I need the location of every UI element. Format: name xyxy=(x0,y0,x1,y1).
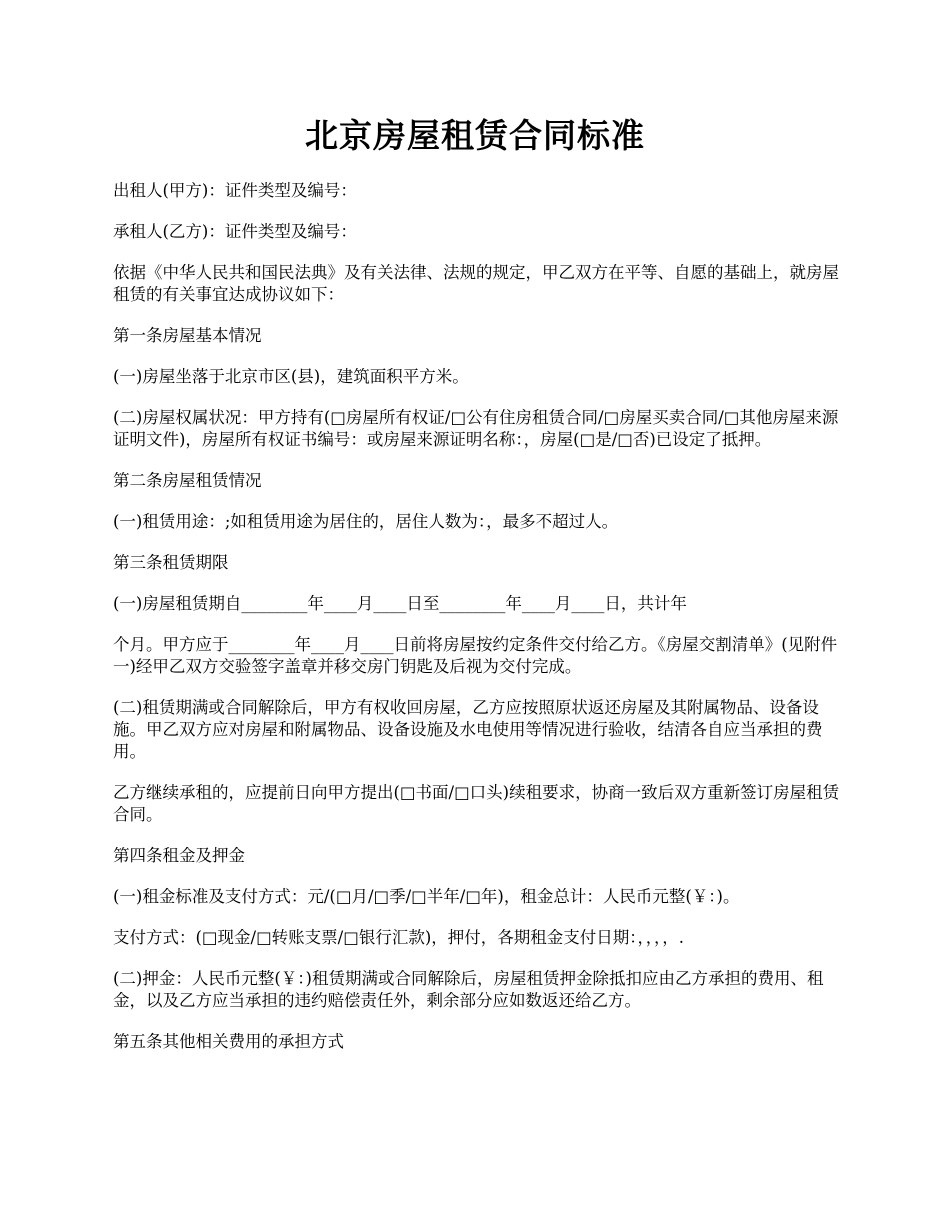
article-1-clause-2: (二)房屋权属状况：甲方持有(□房屋所有权证/□公有住房租赁合同/□房屋买卖合同/□其他房屋来源证明文件)，房屋所有权证书编号：或房屋来源证明名称：，房屋(□是/□否)已设定了抵押。 xyxy=(113,408,839,449)
article-1-heading: 第一条房屋基本情况 xyxy=(113,326,262,345)
article-2-heading: 第二条房屋租赁情况 xyxy=(113,471,262,490)
article-4-clause-2: (二)押金：人民币元整(￥：)租赁期满或合同解除后，房屋租赁押金除抵扣应由乙方承担的费用、租金，以及乙方应当承担的违约赔偿责任外，剩余部分应如数返还给乙方。 xyxy=(113,969,824,1010)
article-1-clause-1: (一)房屋坐落于北京市区(县)，建筑面积平方米。 xyxy=(113,367,469,386)
article-3-clause-1-part-2: 个月。甲方应于________年____月____日前将房屋按约定条件交付给乙方。《房屋交割清单》(见附件一)经甲乙双方交验签字盖章并移交房门钥匙及后视为交付完成。 xyxy=(113,635,838,676)
article-4-heading: 第四条租金及押金 xyxy=(113,846,245,865)
article-3-clause-2: (二)租赁期满或合同解除后，甲方有权收回房屋，乙方应按照原状返还房屋及其附属物品、设备设施。甲乙双方应对房屋和附属物品、设备设施及水电使用等情况进行验收，结清各自应当承担的费用。 xyxy=(113,698,823,761)
article-4-clause-1: (一)租金标准及支付方式：元/(□月/□季/□半年/□年)，租金总计：人民币元整(￥：)。 xyxy=(113,887,740,906)
party-a-line: 出租人(甲方)：证件类型及编号： xyxy=(113,181,357,200)
article-3-heading: 第三条租赁期限 xyxy=(113,553,229,572)
document-body xyxy=(113,180,843,1072)
preamble-paragraph: 依据《中华人民共和国民法典》及有关法律、法规的规定，甲乙双方在平等、自愿的基础上，就房屋租赁的有关事宜达成协议如下： xyxy=(113,263,839,304)
party-b-line: 承租人(乙方)：证件类型及编号： xyxy=(113,222,357,241)
article-4-payment-method: 支付方式：(□现金/□转账支票/□银行汇款)，押付，各期租金支付日期：，，，，. xyxy=(113,928,685,947)
article-3-clause-1-part-1: (一)房屋租赁期自________年____月____日至________年____月____日，共计年 xyxy=(113,594,687,613)
article-5-heading: 第五条其他相关费用的承担方式 xyxy=(113,1032,344,1051)
document-title: 北京房屋租赁合同标准 xyxy=(305,116,645,155)
article-2-clause-1: (一)租赁用途：;如租赁用途为居住的，居住人数为：，最多不超过人。 xyxy=(113,512,619,531)
article-3-renewal: 乙方继续承租的，应提前日向甲方提出(□书面/□口头)续租要求，协商一致后双方重新签订房屋租赁合同。 xyxy=(113,783,840,824)
